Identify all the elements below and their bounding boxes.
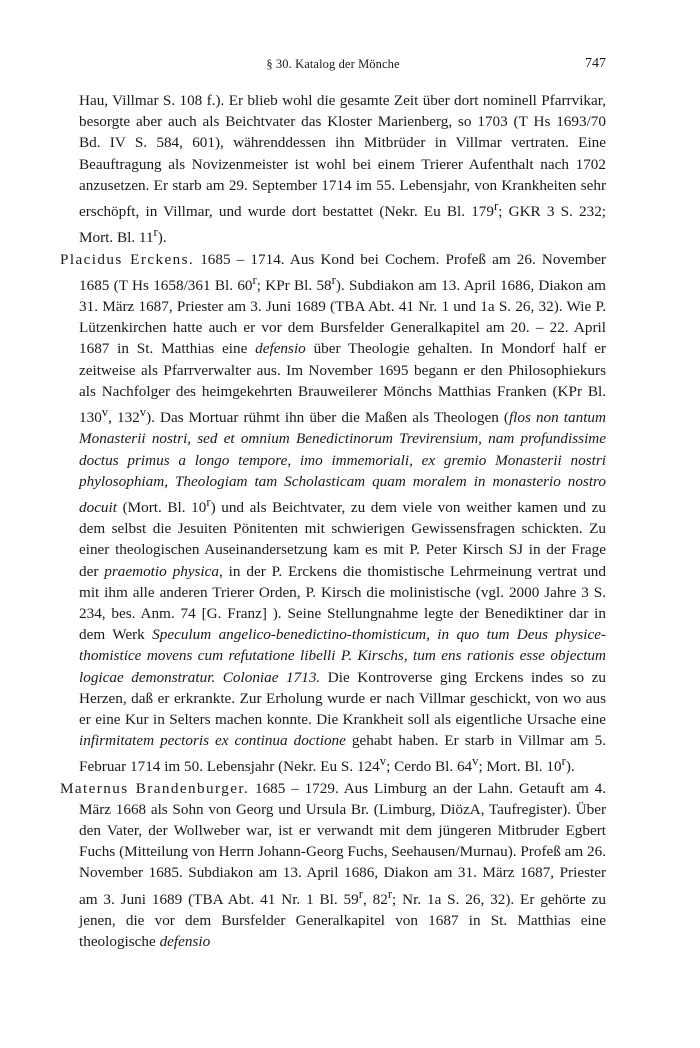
page-number: 747 <box>585 56 606 71</box>
entry-name: Maternus Brandenburger. <box>60 779 250 797</box>
entry-name: Placidus Erckens. <box>60 250 195 268</box>
body-text <box>60 90 606 952</box>
running-title: § 30. Katalog der Mönche <box>266 57 400 71</box>
page-header <box>60 57 606 77</box>
entry-placidus-erckens: Placidus Erckens. 1685 – 1714. Aus Kond bei Cochem. Profeß am 26. November 1685 (T Hs 1658/361 Bl. 60$^r$; KPr Bl. 58$^r$). Subdiakon am 13. April 1686, Diakon am 31. März 1687, Priester am 3. Juni 1689 (TBA Abt. 41 Nr. 1 und 1a S. 26, 32). Wie P. Lützenkirchen hatte auch er vor dem Bursfelder Generalkapitel am 20. – 22. April 1687 in St. Matthias eine defensio über Theologie gehalten. In Mondorf half er zeitweise als Pfarrverwalter aus. Im November 1695 begann er den Philosophiekurs als Nachfolger des heimgekehrten Brauweilerer Mönchs Matthias Franken (KPr Bl. 130$^v$, 132$^v$). Das Mortuar rühmt ihn über die Maßen als Theologen (flos non tantum Monasterii nostri, sed et omnium Benedictinorum Trevirensium, nam profundissime doctus primus a longo tempore, imo immemoriali, ex gremio Monasterii nostri phylosophiam, Theologiam tam Scholasticam quam moralem in monasterio nostro docuit (Mort. Bl. 10$^r$) und als Beichtvater, zu dem viele von weither kamen und zu dem selbst die Jesuiten Pönitenten mit schwierigen Gewissensfragen schickten. Zu einer theologischen Auseinandersetzung kam es mit P. Peter Kirsch SJ in der Frage der praemotio physica, in der P. Erckens die thomistische Lehrmeinung vertrat und mit ihm alle anderen Trierer Orden, P. Kirsch die molinistische (vgl. 2000 Jahre 3 S. 234, bes. Anm. 74 [G. Franz] ). Seine Stellungnahme legte der Benediktiner dar in dem Werk Speculum angelico-benedictino-thomisticum, in quo tum Deus physice-thomistice movens cum refutatione libelli P. Kirschs, tum ens rationis esse objectum logicae demonstratur. Coloniae 1713. Die Kontroverse ging Erckens indes so zu Herzen, daß er erkrankte. Zur Erholung wurde er nach Villmar geschickt, von wo aus er eine Kur in Selters machen konnte. Die Krankheit soll als eigentliche Ursache eine infirmitatem pectoris ex continua doctione gehabt haben. Er starb in Villmar am 5. Februar 1714 im 50. Lebensjahr (Nekr. Eu S. 124$^v$; Cerdo Bl. 64$^v$; Mort. Bl. 10$^r$). <box>60 250 607 776</box>
paragraph-continuation: Hau, Villmar S. 108 f.). Er blieb wohl die gesamte Zeit über dort nominell Pfarrvikar, besorgte aber auch als Beichtvater das Kloster Marienberg, so 1703 (T Hs 1693/70 Bd. IV S. 584, 601), währenddessen ihn Mitbrüder in Villmar vertraten. Eine Beauftragung als Novizenmeister ist wohl bei einem Trierer Aufenthalt nach 1702 anzusetzen. Er starb am 29. September 1714 im 55. Lebensjahr, von Krankheiten sehr erschöpft, in Villmar, und wurde dort bestattet (Nekr. Eu Bl. 179$^r$; GKR 3 S. 232; Mort. Bl. 11$^r$). <box>79 92 607 247</box>
entry-maternus-brandenburger: Maternus Brandenburger. 1685 – 1729. Aus Limburg an der Lahn. Getauft am 4. März 1668 als Sohn von Georg und Ursula Br. (Limburg, DiözA, Taufregister). Über den Vater, der Wollweber war, ist er verwandt mit dem jüngeren Mitbruder Egbert Fuchs (Mitteilung von Herrn Johann-Georg Fuchs, Seehausen/Murnau). Profeß am 26. November 1685. Subdiakon am 13. April 1686, Diakon am 31. März 1687, Priester am 3. Juni 1689 (TBA Abt. 41 Nr. 1 Bl. 59$^r$, 82$^r$; Nr. 1a S. 26, 32). Er gehörte zu jenen, die vor dem Bursfelder Generalkapitel von 1687 in St. Matthias eine theologische defensio <box>60 779 606 951</box>
